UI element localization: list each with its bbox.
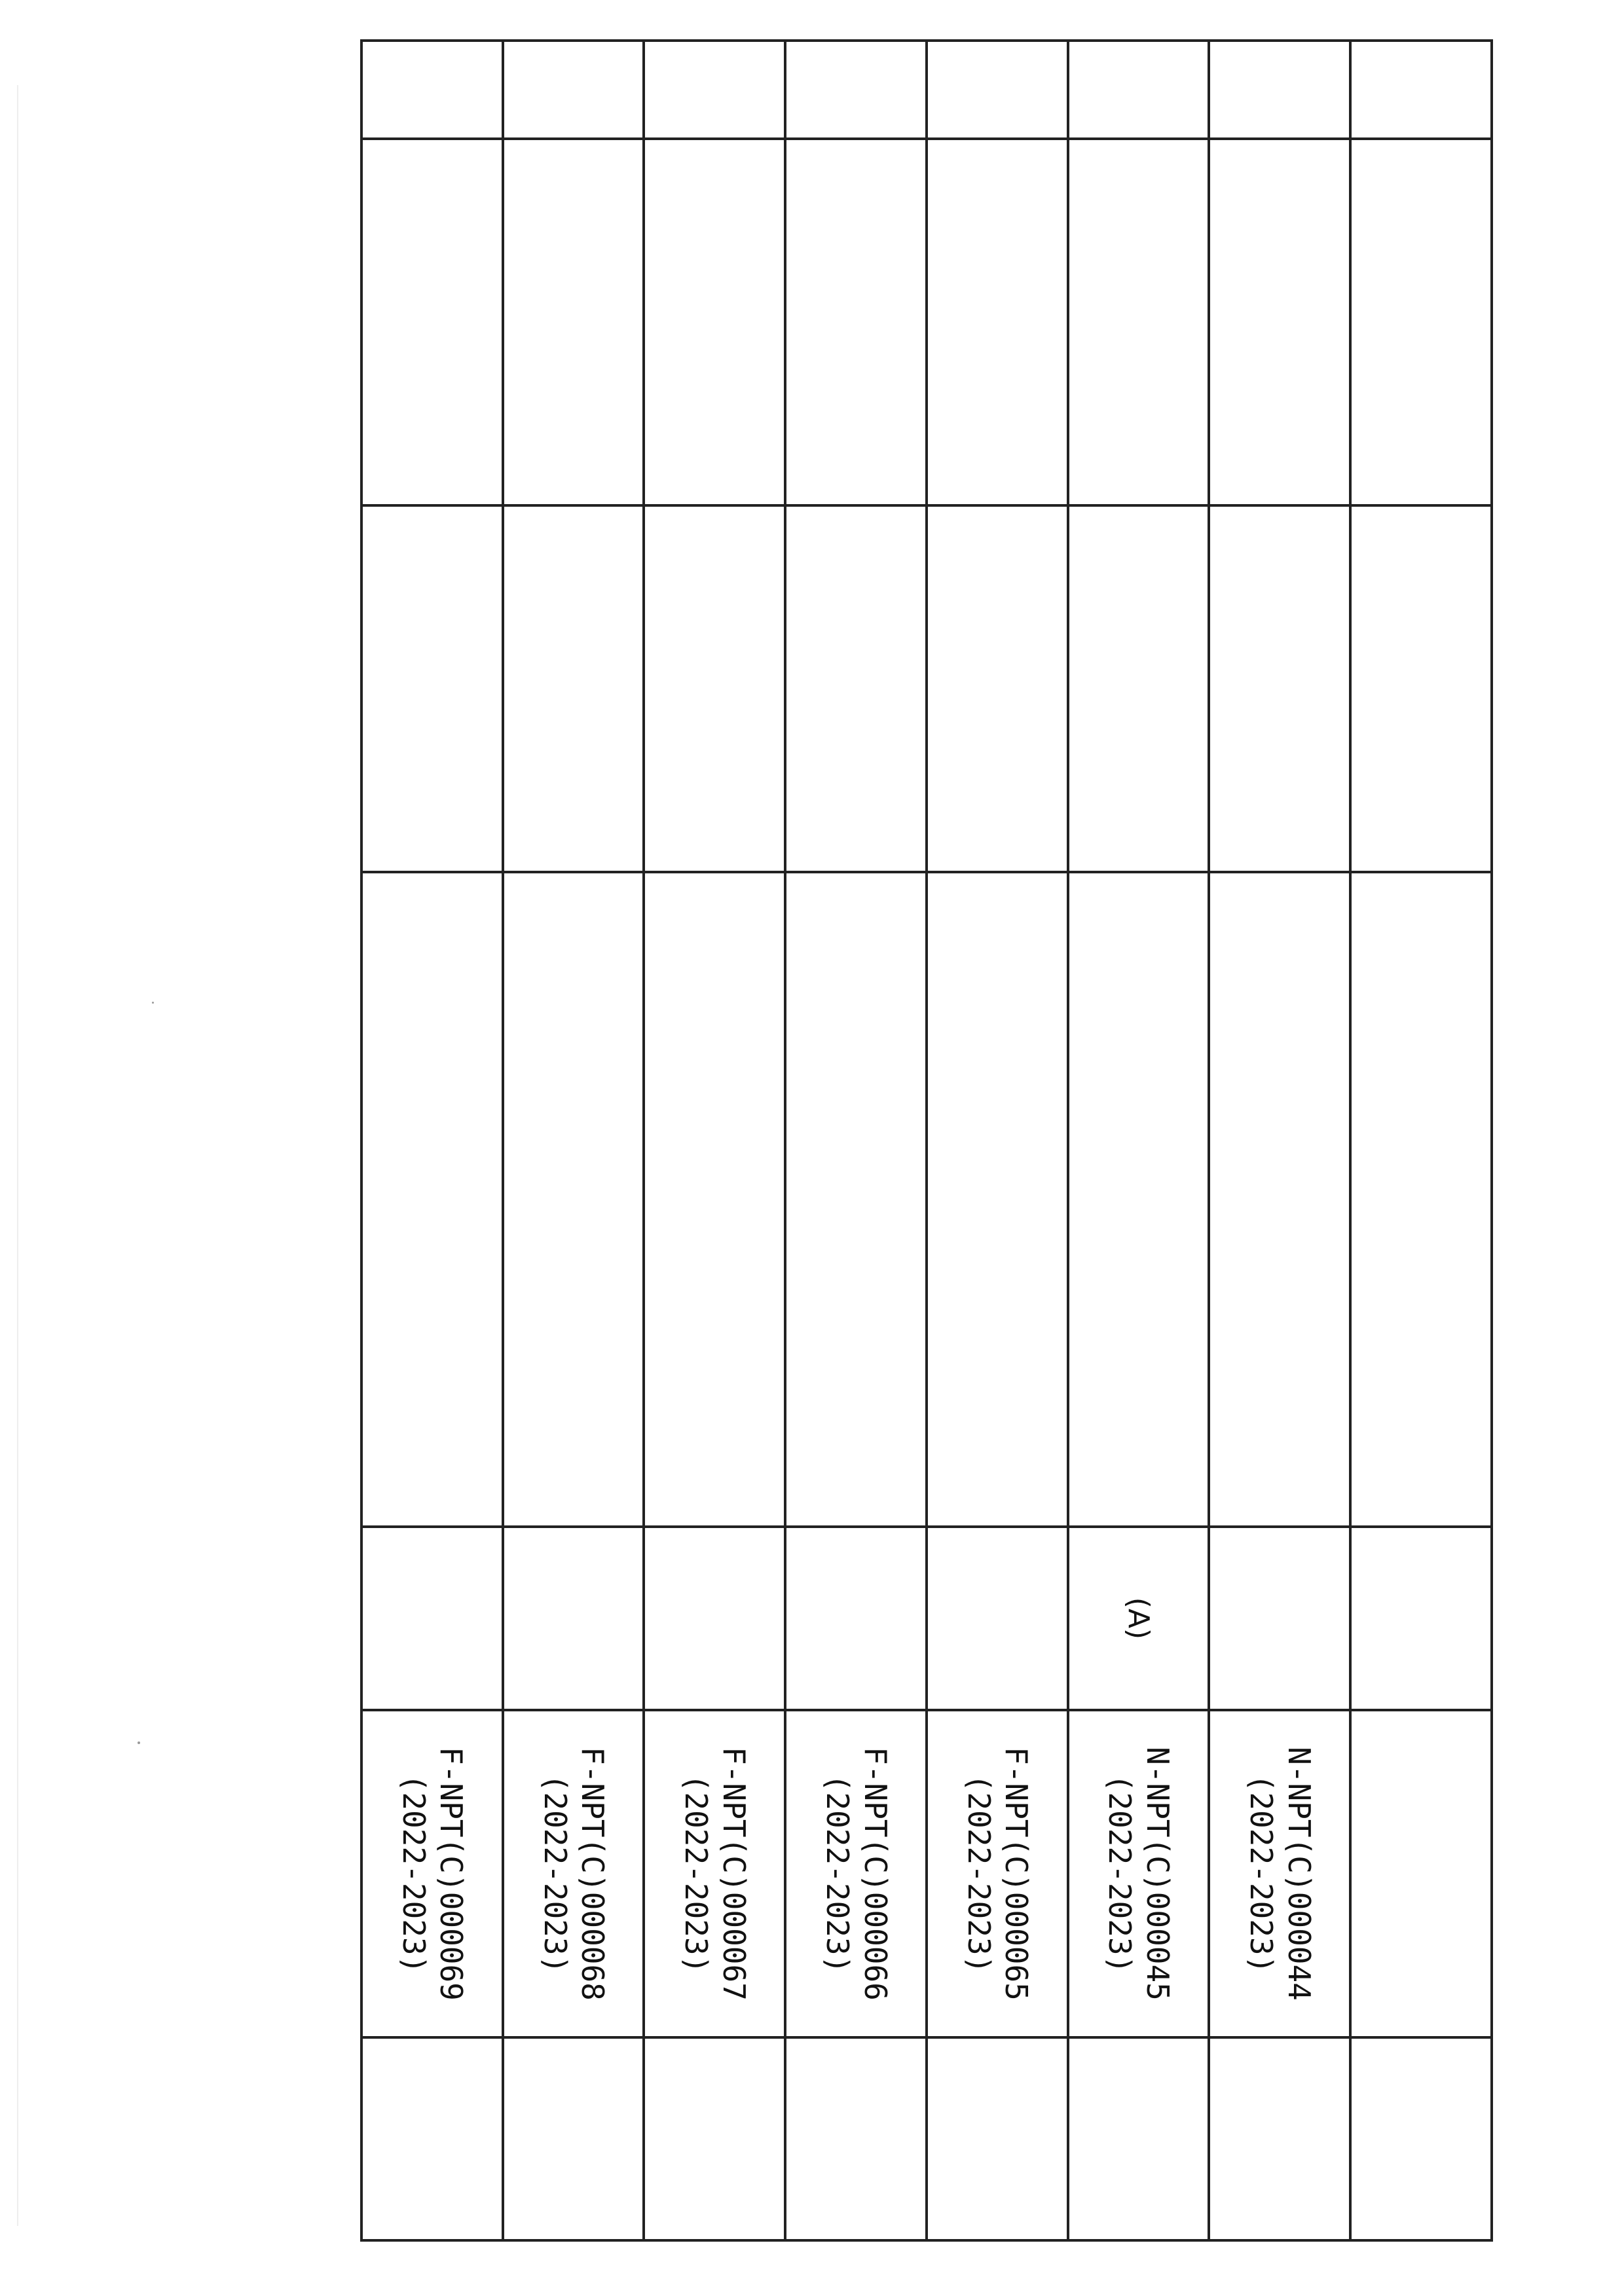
cell-no <box>1068 41 1209 139</box>
cell-code: N-NPT(C)000045 (2022-2023) <box>1068 1710 1209 2037</box>
table-row <box>785 41 927 2240</box>
cell-name <box>503 139 644 505</box>
cell-no <box>361 41 503 139</box>
header-location <box>1350 505 1492 872</box>
header-address <box>1350 872 1492 1527</box>
header-name <box>1350 139 1492 505</box>
cell-category: (A) <box>1068 1527 1209 1710</box>
cell-category <box>785 1527 927 1710</box>
header-code <box>1350 1710 1492 2037</box>
cell-location <box>785 505 927 872</box>
cell-remark <box>1068 2037 1209 2240</box>
cell-address <box>503 872 644 1527</box>
table-row <box>1209 41 1350 2240</box>
cell-location <box>644 505 785 872</box>
cell-name <box>361 139 503 505</box>
cell-no <box>503 41 644 139</box>
cell-code: F-NPT(C)000065 (2022-2023) <box>927 1710 1068 2037</box>
cell-location <box>927 505 1068 872</box>
cell-name <box>927 139 1068 505</box>
cell-no <box>785 41 927 139</box>
cell-no <box>644 41 785 139</box>
cell-remark <box>927 2037 1068 2240</box>
cell-address <box>1068 872 1209 1527</box>
cell-remark <box>785 2037 927 2240</box>
cell-location <box>503 505 644 872</box>
cell-code: N-NPT(C)000044 (2022-2023) <box>1209 1710 1350 2037</box>
header-remark <box>1350 2037 1492 2240</box>
cell-no <box>1209 41 1350 139</box>
cell-location <box>361 505 503 872</box>
header-category <box>1350 1527 1492 1710</box>
table-row <box>644 41 785 2240</box>
cell-no <box>927 41 1068 139</box>
register-table <box>360 39 1493 2242</box>
cell-category <box>361 1527 503 1710</box>
cell-address <box>927 872 1068 1527</box>
cell-name <box>785 139 927 505</box>
cell-address <box>644 872 785 1527</box>
cell-category <box>1209 1527 1350 1710</box>
cell-address <box>1209 872 1350 1527</box>
cell-remark <box>361 2037 503 2240</box>
cell-address <box>361 872 503 1527</box>
cell-code: F-NPT(C)000069 (2022-2023) <box>361 1710 503 2037</box>
cell-location <box>1068 505 1209 872</box>
table-row <box>1068 41 1209 2240</box>
cell-remark <box>503 2037 644 2240</box>
cell-address <box>785 872 927 1527</box>
table-row <box>361 41 503 2240</box>
table-header-row <box>1350 41 1492 2240</box>
cell-remark <box>1209 2037 1350 2240</box>
header-no <box>1350 41 1492 139</box>
cell-name <box>644 139 785 505</box>
table-row <box>927 41 1068 2240</box>
cell-remark <box>644 2037 785 2240</box>
cell-name <box>1068 139 1209 505</box>
cell-category <box>927 1527 1068 1710</box>
cell-category <box>644 1527 785 1710</box>
cell-location <box>1209 505 1350 872</box>
table-row <box>503 41 644 2240</box>
cell-code: F-NPT(C)000066 (2022-2023) <box>785 1710 927 2037</box>
cell-category <box>503 1527 644 1710</box>
cell-name <box>1209 139 1350 505</box>
document-title-line <box>1547 46 1598 2265</box>
cell-code: F-NPT(C)000068 (2022-2023) <box>503 1710 644 2037</box>
cell-code: F-NPT(C)000067 (2022-2023) <box>644 1710 785 2037</box>
